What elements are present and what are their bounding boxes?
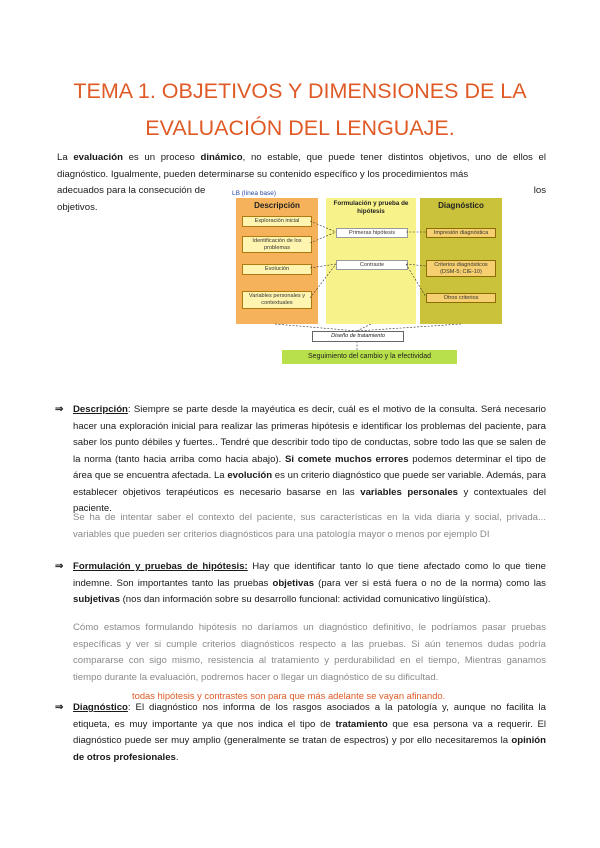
section-description-note: Se ha de intentar saber el contexto del paciente, sus características en la vida diaria y social, privada... variables que pueden ser criterios diagnósticos para una patología mayor o menos por ejemplo DI bbox=[73, 512, 546, 540]
diagram-box: Contraste bbox=[336, 260, 408, 270]
diagram-column-diagnosis-title: Diagnóstico bbox=[438, 201, 484, 210]
diagram-column-description-title: Descripción bbox=[254, 201, 300, 210]
diagram-column-hypothesis-title: Formulación y prueba de hipótesis bbox=[333, 200, 409, 215]
section-hypothesis-heading: Formulación y pruebas de hipótesis: bbox=[73, 561, 248, 572]
diagram-box: Identificación de los problemas bbox=[242, 236, 312, 253]
diagram-box: Criterios diagnósticos (DSM-5; CIE-10) bbox=[426, 260, 496, 277]
section-description-heading: Descripción bbox=[73, 404, 128, 415]
handwritten-note: todas hipótesis y contrastes son para que más adelante se vayan afinando. bbox=[132, 690, 446, 701]
diagram-box: Exploración inicial bbox=[242, 216, 312, 227]
section-description: Descripción: Siempre se parte desde la mayéutica es decir, cuál es el motivo de la consulta. Será necesario hacer una exploración inicial para realizar las primeras hipótesis e identificar los problemas del paciente, para saber los punto débiles y fuertes.. Tendré que describir todo tipo de conductas, sobre todo las que se salen de la norma (tanto hacia arriba como hacia abajo). Si comete muchos errores podemos determinar el tipo de área que se encuentra afectada. La evolución es un criterio diagnóstico que puede ser variable. Además, para establecer objetivos terapéuticos es necesario basarse en las variables personales y contextuales del paciente. bbox=[73, 404, 546, 514]
page-title-line2: EVALUACIÓN DEL LENGUAJE. bbox=[145, 116, 455, 140]
evaluation-diagram bbox=[230, 190, 512, 375]
diagram-box: Primeras hipótesis bbox=[336, 228, 408, 238]
diagram-column-diagnosis bbox=[420, 198, 502, 324]
arrow-icon: ⇒ bbox=[55, 702, 64, 713]
diagram-column-hypothesis bbox=[326, 198, 416, 324]
section-diagnosis-heading: Diagnóstico bbox=[73, 702, 128, 713]
page-title-line1: TEMA 1. OBJETIVOS Y DIMENSIONES DE LA bbox=[73, 79, 527, 103]
intro-line3-left: adecuados para la consecución de bbox=[57, 185, 206, 196]
diagram-box: Evolución bbox=[242, 264, 312, 275]
diagram-followup-bar: Seguimiento del cambio y la efectividad bbox=[282, 350, 457, 364]
arrow-icon: ⇒ bbox=[55, 404, 64, 415]
section-diagnosis: Diagnóstico: El diagnóstico nos informa de los rasgos asociados a la patología y, aunque no facilita la etiqueta, es muy importante ya que nos indica el tipo de tratamiento que esa persona va a requerir. El diagnóstico puede ser muy amplio (generalmente se tratan de espectros) y por ello necesitaremos la opinión de otros profesionales. bbox=[73, 702, 546, 763]
arrow-icon: ⇒ bbox=[55, 561, 64, 572]
diagram-box: Variables personales y contextuales bbox=[242, 291, 312, 309]
diagram-baseline-label: LB (línea base) bbox=[232, 190, 277, 197]
intro-line4: objetivos. bbox=[57, 201, 98, 213]
diagram-treatment-box: Diseño de tratamiento bbox=[312, 331, 404, 342]
intro-line3-right: los bbox=[533, 185, 546, 196]
intro-paragraph: La evaluación es un proceso dinámico, no estable, que puede tener distintos objetivos, uno de ellos el diagnóstico. Igualmente, pueden determinarse su contenido específico y los procedimientos más adecuados para la consecución de los objetivos. bbox=[57, 150, 546, 216]
section-hypothesis: Formulación y pruebas de hipótesis: Hay que identificar tanto lo que tiene afectado como lo que tiene indemne. Son importantes tanto las pruebas objetivas (para ver si está fuera o no de la norma) como las subjetivas (nos dan información sobre su desarrollo funcional: actividad comunicativo lingüística). bbox=[73, 561, 547, 605]
diagram-column-description bbox=[236, 198, 318, 324]
diagram-box: Impresión diagnóstica bbox=[426, 228, 496, 238]
section-hypothesis-note: Cómo estamos formulando hipótesis no daríamos un diagnóstico definitivo, le podríamos pasar pruebas específicas y ver si cumple criterios diagnósticos respecto a las pruebas. Si aún tenemos dudas podría compararse con sigo mismo, resistencia al tratamiento y perdurabilidad en el tiempo, Mientras ganamos tiempo durante la evaluación, podremos hacer o llegar un diagnóstico de su dificultad. bbox=[73, 622, 546, 683]
diagram-box: Otros criterios bbox=[426, 293, 496, 303]
